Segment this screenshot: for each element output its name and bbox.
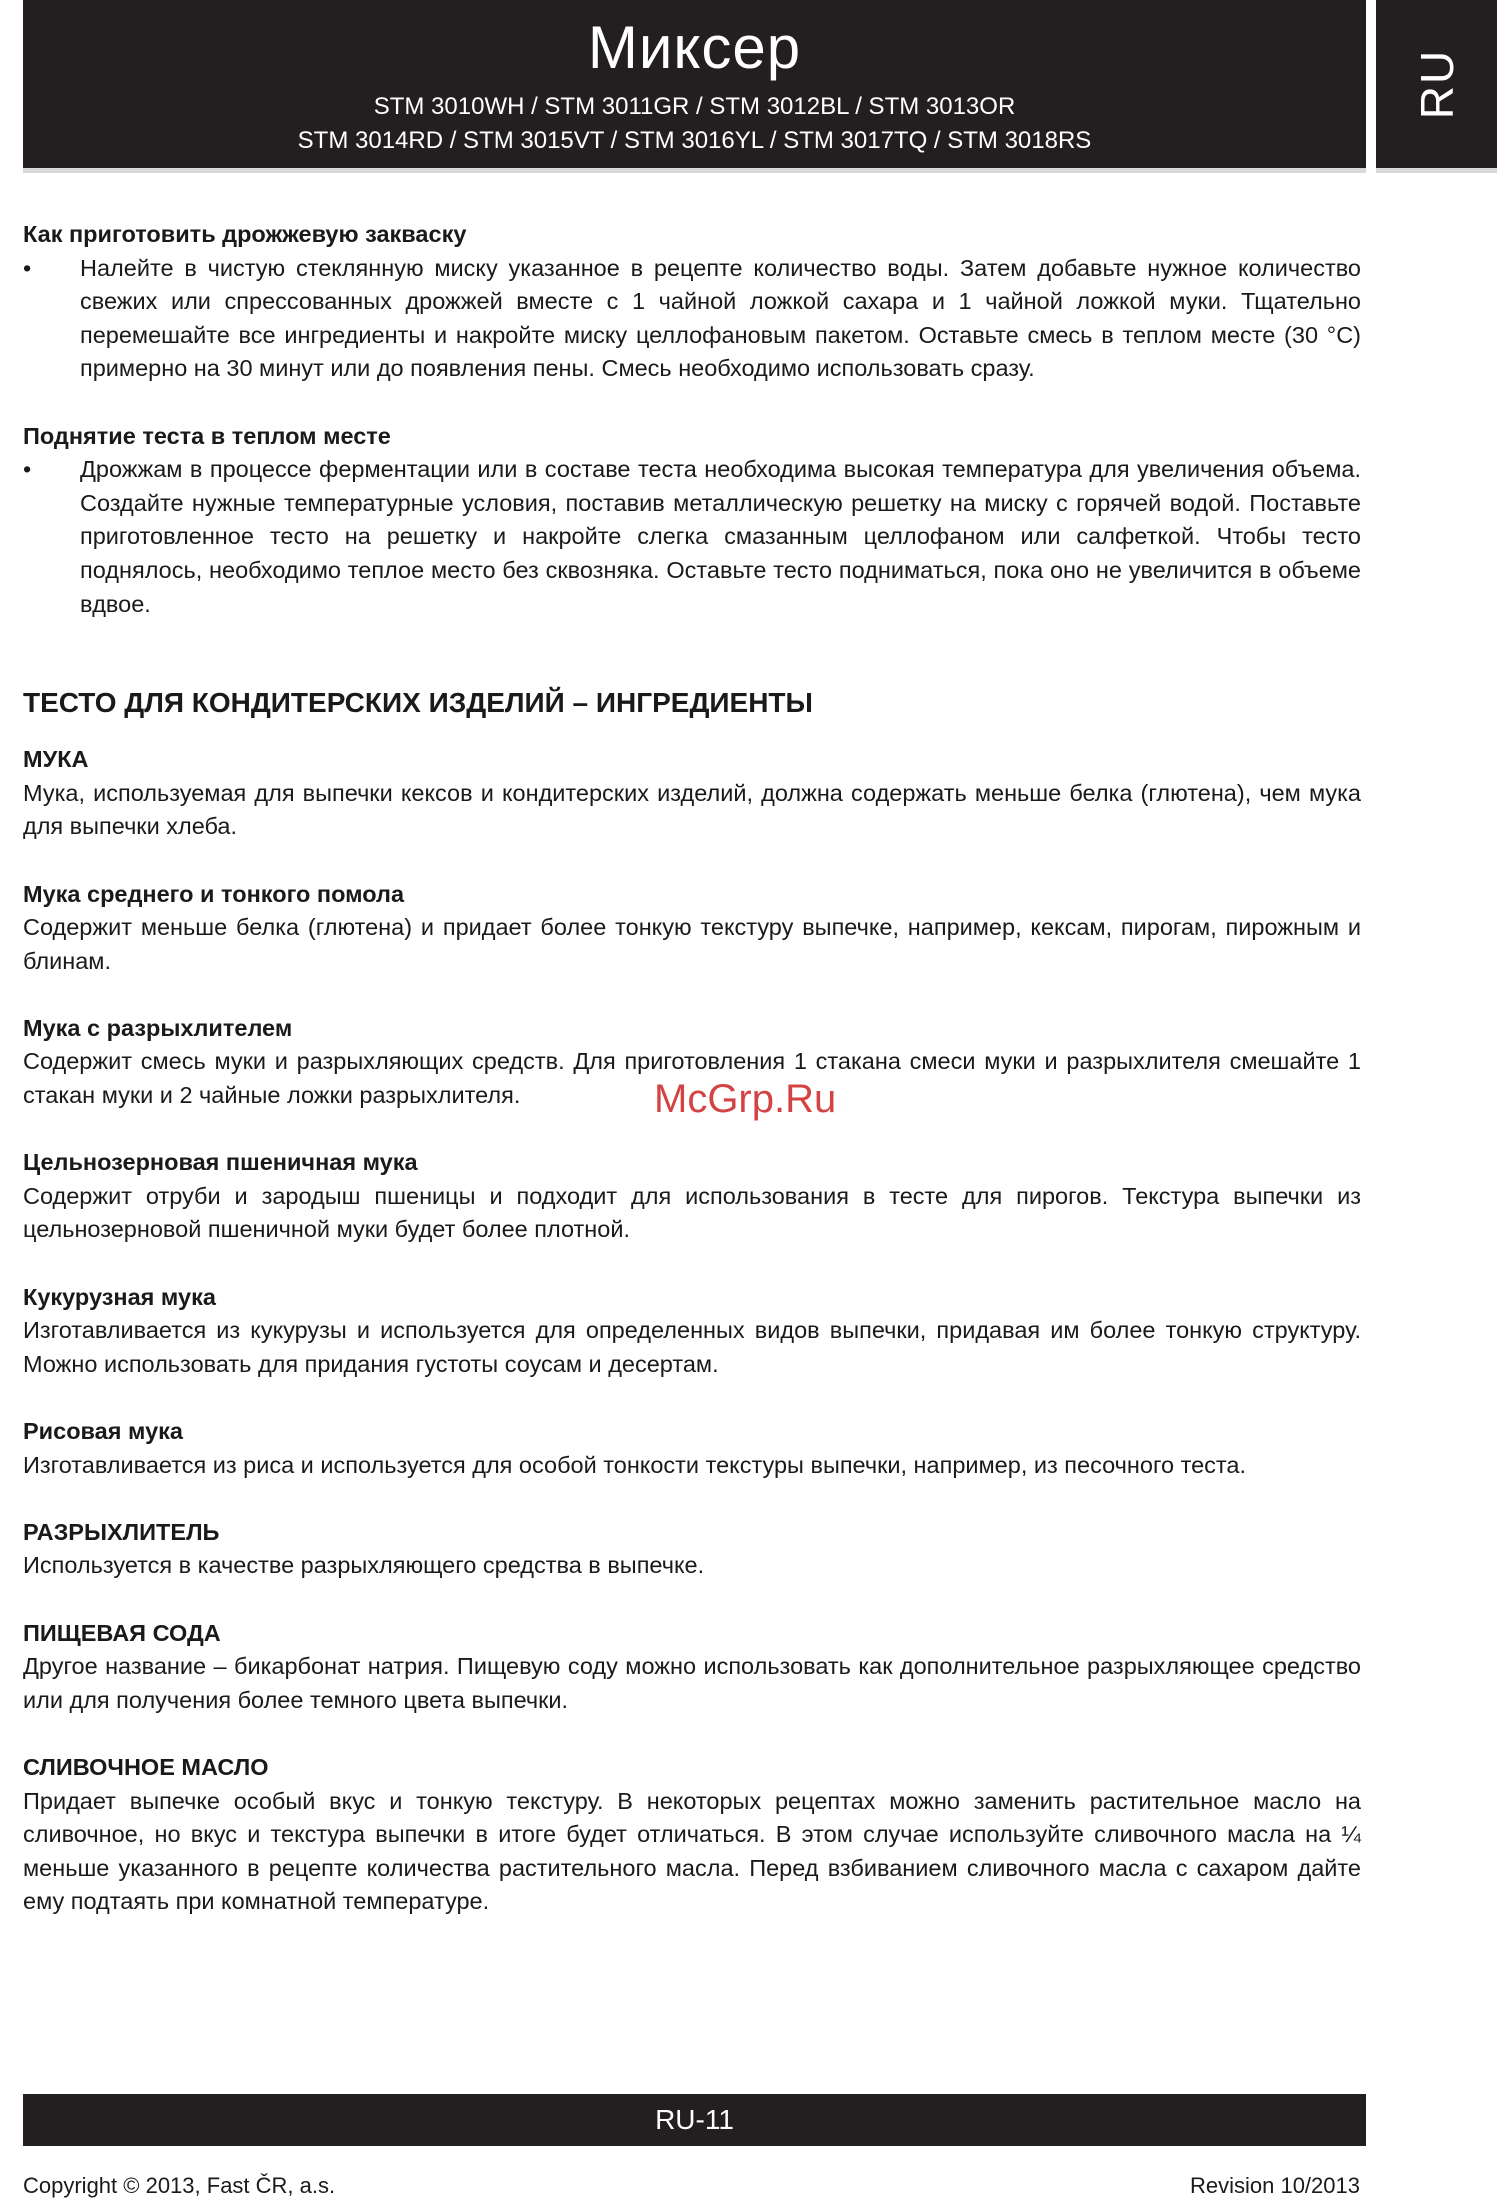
page-title: Миксер xyxy=(587,14,802,81)
heading-wholegrain: Цельнозерновая пшеничная мука xyxy=(23,1149,418,1176)
model-line-1: STM 3010WH / STM 3011GR / STM 3012BL / STM 3013OR xyxy=(373,93,1016,120)
heading-soda: ПИЩЕВАЯ СОДА xyxy=(23,1619,221,1646)
heading-corn: Кукурузная мука xyxy=(23,1283,216,1310)
heading-baking-powder: РАЗРЫХЛИТЕЛЬ xyxy=(23,1518,220,1545)
section-heading-rising: Поднятие теста в теплом месте xyxy=(23,422,391,449)
copyright-text: Copyright © 2013, Fast ČR, a.s. xyxy=(23,2173,336,2198)
page-number: RU-11 xyxy=(655,2104,734,2135)
text-rice: Изготавливается из риса и используется для особой тонкости текстуры выпечки, например, из песочного теста. xyxy=(23,1451,1247,1478)
bullet-yeast: • Налейте в чистую стеклянную миску указанное в рецепте количество воды. Затем добавьте нужное количество свежих или спрессованных дрожжей вместе с 1 чайной ложкой сахара и 1 чайной ложкой муки. Тщательно перемешайте все ингредиенты и накройте миску целлофановым пакетом. Оставьте смесь в теплом месте (30 °C) примерно на 30 минут или до появления пены. Смесь необходимо использовать сразу. xyxy=(23,252,1361,386)
text-fine-flour: Содержит меньше белка (глютена) и придает более тонкую текстуру выпечке, например, кексам, пирогам, пирожным и блинам. xyxy=(23,914,1361,974)
text-soda: Другое название – бикарбонат натрия. Пищевую соду можно использовать как дополнительное разрыхляющее средство или для получения более темного цвета выпечки. xyxy=(23,1653,1361,1713)
section-heading-yeast: Как приготовить дрожжевую закваску xyxy=(23,221,467,247)
footer-bar xyxy=(23,2094,1366,2146)
language-tab xyxy=(1376,0,1497,168)
text-self-raising: Содержит смесь муки и разрыхляющих средств. Для приготовления 1 стакана смеси муки и разрыхлителя смешайте 1 стакан муки и 2 чайные ложки разрыхлителя. xyxy=(23,1048,1361,1109)
heading-rice: Рисовая мука xyxy=(23,1418,183,1444)
model-line-2: STM 3014RD / STM 3015VT / STM 3016YL / STM 3017TQ / STM 3018RS xyxy=(297,127,1092,154)
section-title-pastry: ТЕСТО ДЛЯ КОНДИТЕРСКИХ ИЗДЕЛИЙ – ИНГРЕДИЕНТЫ xyxy=(23,687,813,719)
language-label: RU xyxy=(1410,48,1463,120)
heading-butter: СЛИВОЧНОЕ МАСЛО xyxy=(23,1753,269,1780)
text-baking-powder: Используется в качестве разрыхляющего средства в выпечке. xyxy=(23,1552,705,1579)
text-corn: Изготавливается из кукурузы и используется для определенных видов выпечки, придавая им более тонкую структуру. Можно использовать для придания густоты соусам и десертам. xyxy=(23,1317,1361,1377)
watermark: McGrp.Ru xyxy=(654,1077,837,1121)
page-header xyxy=(23,0,1366,168)
page-content xyxy=(23,218,1361,1919)
heading-self-raising: Мука с разрыхлителем xyxy=(23,1014,293,1041)
text-wholegrain: Содержит отруби и зародыш пшеницы и подходит для использования в тесте для пирогов. Текстура выпечки из цельнозерновой пшеничной муки будет более плотной. xyxy=(23,1182,1361,1243)
text-flour: Мука, используемая для выпечки кексов и кондитерских изделий, должна содержать меньше белка (глютена), чем мука для выпечки хлеба. xyxy=(23,779,1361,840)
revision-text: Revision 10/2013 xyxy=(1189,2173,1360,2198)
text-butter: Придает выпечке особый вкус и тонкую текстуру. В некоторых рецептах можно заменить растительное масло на сливочное, но вкус и текстура выпечки в итоге будет отличаться. В этом случае используйте сливочного масла на ¼ меньше указанного в рецепте количества растительного масла. Перед взбиванием сливочного масла с сахаром дайте ему подтаять при комнатной температуре. xyxy=(23,1787,1361,1915)
model-list xyxy=(23,90,1366,158)
bullet-rising: • Дрожжам в процессе ферментации или в составе теста необходима высокая температура для увеличения объема. Создайте нужные температурные условия, поставив металлическую решетку на миску с горячей водой. Поставьте приготовленное тесто на решетку и накройте слегка смазанным целлофаном или салфеткой. Чтобы тесто поднялось, необходимо теплое место без сквозняка. Оставьте тесто подниматься, пока оно не увеличится в объеме вдвое. xyxy=(23,453,1361,621)
heading-flour: МУКА xyxy=(23,746,89,773)
heading-fine-flour: Мука среднего и тонкого помола xyxy=(23,880,405,907)
